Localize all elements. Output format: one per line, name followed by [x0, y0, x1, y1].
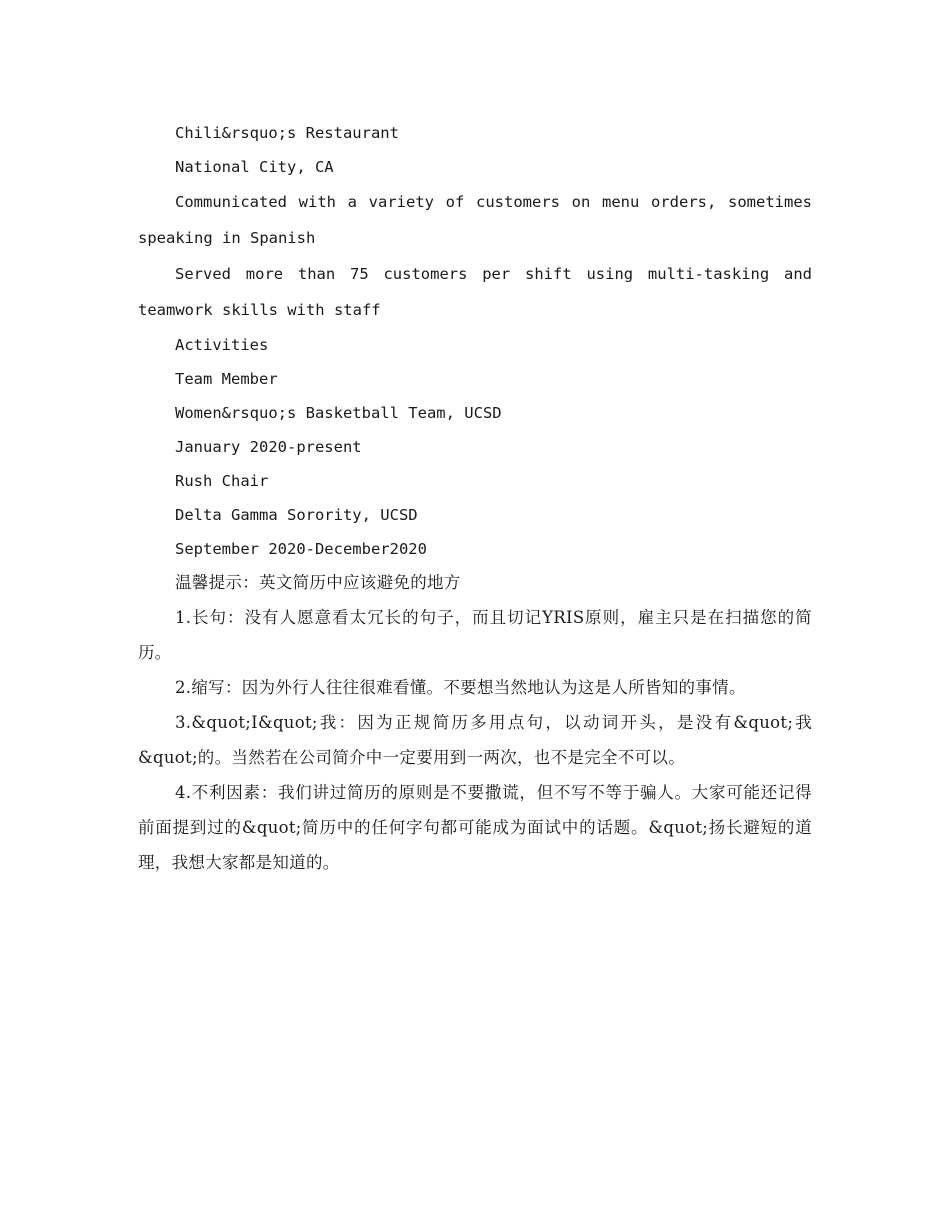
activities-heading: Activities: [175, 336, 269, 354]
activity-org-1: Women&rsquo;s Basketball Team, UCSD: [175, 404, 502, 422]
activity-date-1: January 2020-present: [175, 438, 362, 456]
tips-heading: 温馨提示：英文简历中应该避免的地方: [175, 573, 461, 592]
document-body: [138, 116, 812, 880]
experience-bullet-1: Communicated with a variety of customers on menu orders, sometimes speaking in Spanish: [138, 193, 812, 247]
location-line: National City, CA: [175, 158, 334, 176]
tip-paragraph-2: 2.缩写：因为外行人往往很难看懂。不要想当然地认为这是人所皆知的事情。: [175, 678, 746, 697]
employer-line: Chili&rsquo;s Restaurant: [175, 124, 399, 142]
experience-bullet-2: Served more than 75 customers per shift using multi-tasking and teamwork skills with staff: [138, 265, 812, 319]
tip-paragraph-1: 1.长句：没有人愿意看太冗长的句子，而且切记YRIS原则，雇主只是在扫描您的简历。: [138, 608, 812, 662]
tip-paragraph-3: 3.&quot;I&quot;我：因为正规简历多用点句，以动词开头，是没有&quot;我&quot;的。当然若在公司简介中一定要用到一两次，也不是完全不可以。: [138, 713, 812, 767]
activity-role-1: Team Member: [175, 370, 278, 388]
tip-paragraph-4: 4.不利因素：我们讲过简历的原则是不要撒谎，但不写不等于骗人。大家可能还记得前面提到过的&quot;简历中的任何字句都可能成为面试中的话题。&quot;扬长避短的道理，我想大家都是知道的。: [138, 783, 812, 872]
activity-role-2: Rush Chair: [175, 472, 269, 490]
activity-date-2: September 2020-December2020: [175, 540, 427, 558]
activity-org-2: Delta Gamma Sorority, UCSD: [175, 506, 418, 524]
